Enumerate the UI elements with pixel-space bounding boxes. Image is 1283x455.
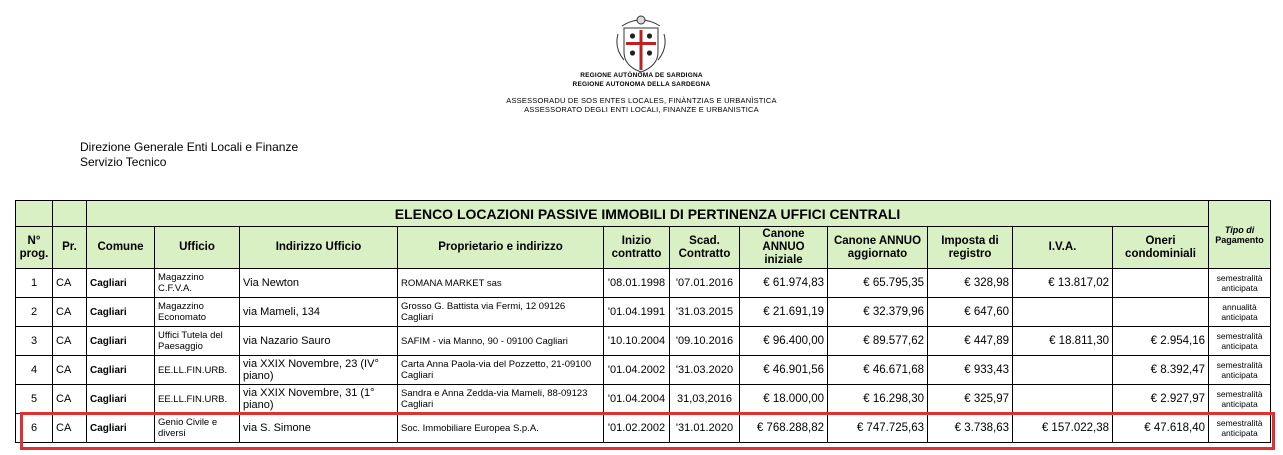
header-tipo-pagamento — [1209, 201, 1271, 269]
cell-inizio: '01.04.2004 — [604, 385, 670, 414]
cell-canone-aggiornato: € 16.298,30 — [828, 385, 928, 414]
header-imposta: Imposta di registro — [928, 227, 1013, 269]
cell-tipo-pagamento: semestralità anticipata — [1209, 356, 1271, 385]
cell-canone-iniziale: € 18.000,00 — [740, 385, 828, 414]
cell-proprietario: SAFIM - via Manno, 90 - 09100 Cagliari — [398, 327, 604, 356]
cell-inizio: '08.01.1998 — [604, 269, 670, 298]
header-oneri: Oneri condominiali — [1113, 227, 1209, 269]
cell-pr: CA — [53, 414, 87, 443]
table-body — [16, 269, 1271, 443]
department-name-sardinian: ASSESSORADU DE SOS ENTES LOCALES, FINÀNTZIAS E URBANÌSTICA — [506, 96, 777, 105]
cell-scadenza: '31.03.2020 — [670, 356, 740, 385]
cell-canone-iniziale: € 61.974,83 — [740, 269, 828, 298]
department-name-italian: ASSESSORATO DEGLI ENTI LOCALI, FINANZE E URBANISTICA — [524, 105, 759, 114]
cell-comune: Cagliari — [87, 269, 155, 298]
cell-ufficio: Uffici Tutela del Paesaggio — [155, 327, 240, 356]
sardinia-coat-of-arms-icon — [614, 12, 668, 74]
cell-proprietario: ROMANA MARKET sas — [398, 269, 604, 298]
cell-canone-aggiornato: € 65.795,35 — [828, 269, 928, 298]
cell-canone-iniziale: € 768.288,82 — [740, 414, 828, 443]
cell-imposta: € 328,98 — [928, 269, 1013, 298]
cell-iva — [1013, 298, 1113, 327]
table-header-row — [16, 227, 1271, 269]
cell-pr: CA — [53, 327, 87, 356]
cell-iva — [1013, 385, 1113, 414]
cell-iva: € 157.022,38 — [1013, 414, 1113, 443]
header-canone-iniziale: Canone ANNUO iniziale — [740, 227, 828, 269]
cell-scadenza: 31,03,2016 — [670, 385, 740, 414]
header-pr: Pr. — [53, 227, 87, 269]
cell-oneri — [1113, 298, 1209, 327]
header-scadenza: Scad. Contratto — [670, 227, 740, 269]
header-comune: Comune — [87, 227, 155, 269]
cell-tipo-pagamento: semestralità anticipata — [1209, 414, 1271, 443]
header-tipo-line1: Tipo di — [1224, 224, 1255, 235]
cell-indirizzo: Via Newton — [240, 269, 398, 298]
cell-oneri: € 2.954,16 — [1113, 327, 1209, 356]
table-title: ELENCO LOCAZIONI PASSIVE IMMOBILI DI PERTINENZA UFFICI CENTRALI — [87, 201, 1209, 227]
cell-inizio: '10.10.2004 — [604, 327, 670, 356]
table-row — [16, 327, 1271, 356]
cell-tipo-pagamento: annualità anticipata — [1209, 298, 1271, 327]
cell-scadenza: '31.03.2015 — [670, 298, 740, 327]
cell-comune: Cagliari — [87, 356, 155, 385]
cell-scadenza: '31.01.2020 — [670, 414, 740, 443]
cell-oneri: € 47.618,40 — [1113, 414, 1209, 443]
cell-tipo-pagamento: semestralità anticipata — [1209, 327, 1271, 356]
cell-indirizzo: via Mameli, 134 — [240, 298, 398, 327]
cell-canone-iniziale: € 96.400,00 — [740, 327, 828, 356]
cell-canone-iniziale: € 21.691,19 — [740, 298, 828, 327]
header-proprietario: Proprietario e indirizzo — [398, 227, 604, 269]
cell-comune: Cagliari — [87, 327, 155, 356]
cell-ufficio: EE.LL.FIN.URB. — [155, 356, 240, 385]
cell-tipo-pagamento: semestralità anticipata — [1209, 385, 1271, 414]
table-row — [16, 269, 1271, 298]
header-iva: I.V.A. — [1013, 227, 1113, 269]
cell-oneri: € 8.392,47 — [1113, 356, 1209, 385]
cell-prog: 3 — [16, 327, 53, 356]
leases-table — [15, 200, 1271, 443]
document-header — [0, 0, 1283, 120]
cell-inizio: '01.04.1991 — [604, 298, 670, 327]
cell-comune: Cagliari — [87, 298, 155, 327]
table-row — [16, 356, 1271, 385]
table-row — [16, 298, 1271, 327]
cell-tipo-pagamento: semestralità anticipata — [1209, 269, 1271, 298]
cell-scadenza: '09.10.2016 — [670, 327, 740, 356]
title-spacer-cell — [16, 201, 53, 227]
cell-iva: € 18.811,30 — [1013, 327, 1113, 356]
cell-iva — [1013, 356, 1113, 385]
header-prog: N° prog. — [16, 227, 53, 269]
cell-proprietario: Carta Anna Paola-via del Pozzetto, 21-09100 Cagliari — [398, 356, 604, 385]
service-name: Servizio Tecnico — [80, 155, 167, 169]
cell-ufficio: Genio Civile e diversi — [155, 414, 240, 443]
cell-ufficio: Magazzino Economato — [155, 298, 240, 327]
cell-proprietario: Soc. Immobiliare Europea S.p.A. — [398, 414, 604, 443]
cell-pr: CA — [53, 298, 87, 327]
header-tipo-line2: Pagamento — [1215, 234, 1264, 245]
cell-oneri — [1113, 269, 1209, 298]
cell-prog: 4 — [16, 356, 53, 385]
office-direction — [80, 140, 298, 170]
cell-indirizzo: via XXIX Novembre, 23 (IV° piano) — [240, 356, 398, 385]
cell-prog: 6 — [16, 414, 53, 443]
cell-ufficio: EE.LL.FIN.URB. — [155, 385, 240, 414]
cell-pr: CA — [53, 356, 87, 385]
cell-imposta: € 447,89 — [928, 327, 1013, 356]
cell-inizio: '01.04.2002 — [604, 356, 670, 385]
cell-proprietario: Sandra e Anna Zedda-via Mameli, 88-09123 Cagliari — [398, 385, 604, 414]
header-indirizzo: Indirizzo Ufficio — [240, 227, 398, 269]
cell-canone-iniziale: € 46.901,56 — [740, 356, 828, 385]
cell-indirizzo: via XXIX Novembre, 31 (1° piano) — [240, 385, 398, 414]
direction-name: Direzione Generale Enti Locali e Finanze — [80, 140, 299, 154]
header-inizio: Inizio contratto — [604, 227, 670, 269]
cell-inizio: '01.02.2002 — [604, 414, 670, 443]
cell-canone-aggiornato: € 46.671,68 — [828, 356, 928, 385]
cell-imposta: € 325,97 — [928, 385, 1013, 414]
cell-prog: 5 — [16, 385, 53, 414]
title-spacer-cell — [53, 201, 87, 227]
header-canone-aggiornato: Canone ANNUO aggiornato — [828, 227, 928, 269]
cell-imposta: € 3.738,63 — [928, 414, 1013, 443]
cell-ufficio: Magazzino C.F.V.A. — [155, 269, 240, 298]
table-row — [16, 414, 1271, 443]
cell-iva: € 13.817,02 — [1013, 269, 1113, 298]
cell-canone-aggiornato: € 89.577,62 — [828, 327, 928, 356]
cell-imposta: € 647,60 — [928, 298, 1013, 327]
header-ufficio: Ufficio — [155, 227, 240, 269]
cell-scadenza: '07.01.2016 — [670, 269, 740, 298]
cell-comune: Cagliari — [87, 385, 155, 414]
cell-imposta: € 933,43 — [928, 356, 1013, 385]
table-row — [16, 385, 1271, 414]
cell-canone-aggiornato: € 747.725,63 — [828, 414, 928, 443]
table-title-row — [16, 201, 1271, 227]
cell-prog: 1 — [16, 269, 53, 298]
region-name-italian: REGIONE AUTONOMA DELLA SARDEGNA — [572, 81, 711, 88]
cell-canone-aggiornato: € 32.379,96 — [828, 298, 928, 327]
cell-prog: 2 — [16, 298, 53, 327]
cell-oneri: € 2.927,97 — [1113, 385, 1209, 414]
cell-proprietario: Grosso G. Battista via Fermi, 12 09126 Cagliari — [398, 298, 604, 327]
cell-comune: Cagliari — [87, 414, 155, 443]
region-name-sardinian: REGIONE AUTÒNOMA DE SARDIGNA — [580, 72, 703, 79]
cell-indirizzo: via S. Simone — [240, 414, 398, 443]
cell-indirizzo: via Nazario Sauro — [240, 327, 398, 356]
cell-pr: CA — [53, 269, 87, 298]
cell-pr: CA — [53, 385, 87, 414]
